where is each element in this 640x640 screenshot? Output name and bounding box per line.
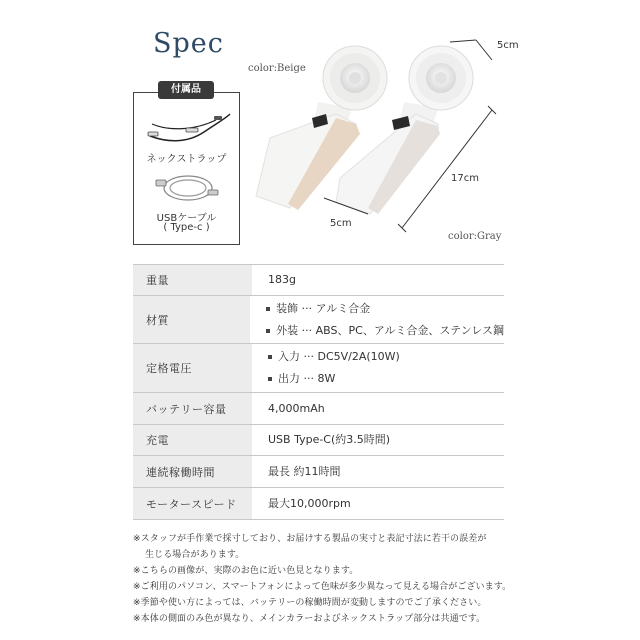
table-row xyxy=(133,488,504,520)
spec-key: 材質 xyxy=(133,296,250,343)
neck-strap-label: ネックストラップ xyxy=(146,154,227,165)
usb-cable-type-label: ( Type-c ) xyxy=(163,222,210,233)
spec-key: 定格電圧 xyxy=(133,344,252,392)
usb-cable-label: USBケーブル xyxy=(156,213,217,224)
table-row xyxy=(133,344,504,393)
spec-value-line: 183g xyxy=(268,273,296,286)
accessories-badge: 付属品 xyxy=(158,81,214,99)
note-line: ※季節や使い方によっては、バッテリーの稼働時間が変動しますのでご了承ください。 xyxy=(133,598,487,608)
note-line: ※本体の側面のみ色が異なり、メインカラーおよびネックストラップ部分は共通です。 xyxy=(133,614,486,624)
bullet-icon xyxy=(266,307,270,311)
usb-cable-icon xyxy=(152,172,222,204)
spec-value-line: 外装 ··· ABS、PC、アルミ合金、ステンレス鋼 xyxy=(276,323,504,337)
note-line: ※こちらの画像が、実際のお色に近い色見となります。 xyxy=(133,566,359,576)
table-row xyxy=(133,456,504,488)
spec-value xyxy=(252,393,504,424)
spec-value-line: 入力 ··· DC5V/2A(10W) xyxy=(278,350,400,363)
bullet-icon xyxy=(268,355,272,359)
spec-value xyxy=(250,296,504,343)
spec-table xyxy=(133,264,504,520)
spec-value xyxy=(252,488,504,519)
spec-value xyxy=(252,425,504,455)
spec-key: バッテリー容量 xyxy=(133,393,252,424)
spec-key: 重量 xyxy=(133,265,252,295)
spec-key: 連続稼働時間 xyxy=(133,456,252,487)
table-row xyxy=(133,393,504,425)
spec-key: モータースピード xyxy=(133,488,252,519)
bullet-icon xyxy=(266,329,270,333)
notes-section xyxy=(133,531,533,627)
dimension-line-top xyxy=(476,40,492,60)
spec-value xyxy=(252,265,504,295)
page-title: Spec xyxy=(153,28,224,59)
product-illustration xyxy=(240,38,510,238)
spec-value-line: 4,000mAh xyxy=(268,401,325,415)
note-line: 生じる場合があります。 xyxy=(145,550,245,560)
table-row xyxy=(133,296,504,344)
spec-value-line: 出力 ··· 8W xyxy=(278,372,336,385)
table-row xyxy=(133,425,504,456)
dimension-top-width: 5cm xyxy=(497,40,519,51)
note-line: ※ご利用のパソコン、スマートフォンによって色味が多少異なって見える場合がございます。 xyxy=(133,582,512,592)
spec-value xyxy=(252,456,504,487)
spec-key: 充電 xyxy=(133,425,252,455)
spec-value-line: 最大10,000rpm xyxy=(268,496,351,510)
spec-value-line: USB Type-C(約3.5時間) xyxy=(268,433,391,446)
bullet-icon xyxy=(268,377,272,381)
note-line: ※スタッフが手作業で採寸しており、お届けする製品の実寸と表記寸法に若干の誤差が xyxy=(133,534,487,544)
spec-value xyxy=(252,344,504,392)
spec-value-line: 装飾 ··· アルミ合金 xyxy=(276,301,371,315)
table-row xyxy=(133,265,504,296)
dimension-height: 17cm xyxy=(451,173,479,184)
color-beige-label: color:Beige xyxy=(248,63,306,74)
dimension-bottom-width: 5cm xyxy=(330,218,352,229)
color-gray-label: color:Gray xyxy=(448,231,502,242)
neck-strap-icon xyxy=(146,110,232,146)
spec-value-line: 最長 約11時間 xyxy=(268,464,341,478)
